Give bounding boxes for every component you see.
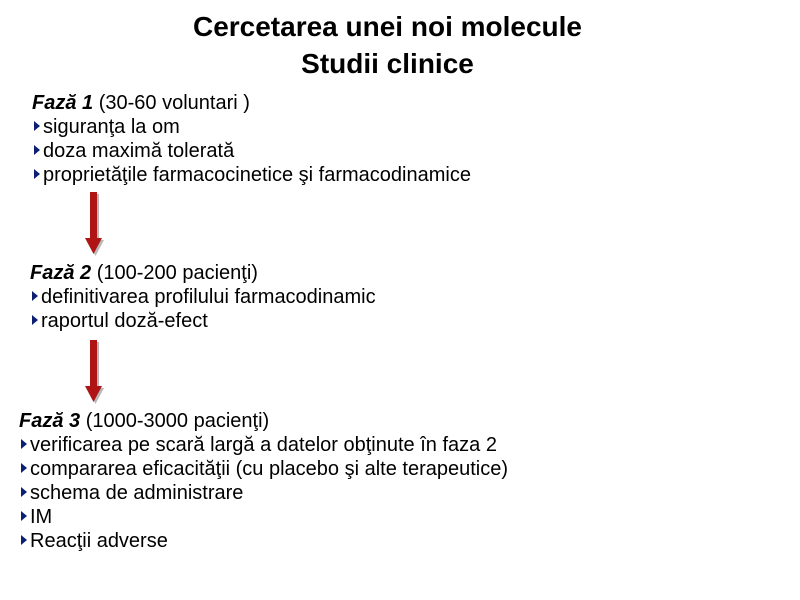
phase-1-name: Fază 1 (32, 92, 94, 114)
down-arrow-icon (83, 192, 107, 258)
title-line-2: Studii clinice (301, 48, 474, 79)
list-item (32, 115, 471, 139)
list-item-text: compararea eficacităţii (cu placebo şi alte terapeutice) (30, 458, 509, 480)
list-item (30, 285, 376, 309)
triangle-bullet-icon (34, 169, 40, 179)
triangle-bullet-icon (21, 439, 27, 449)
phase-3-detail: (1000-3000 pacienţi) (85, 410, 270, 432)
list-item-text: raportul doză-efect (41, 310, 208, 332)
list-item (19, 433, 508, 457)
phase-2-detail: (100-200 pacienţi) (96, 262, 258, 284)
triangle-bullet-icon (21, 535, 27, 545)
list-item-text: IM (30, 506, 53, 528)
phase-3-name: Fază 3 (19, 410, 81, 432)
phase-1-list (32, 115, 471, 187)
phase-2-heading (30, 261, 376, 285)
phase-1-block (32, 91, 471, 187)
list-item (32, 163, 471, 187)
list-item (19, 457, 508, 481)
triangle-bullet-icon (32, 291, 38, 301)
phase-3-list (19, 433, 508, 553)
phase-1-heading (32, 91, 471, 115)
list-item-text: schema de administrare (30, 482, 244, 504)
down-arrow-icon (83, 340, 107, 406)
phase-3-heading (19, 409, 508, 433)
list-item-text: definitivarea profilului farmacodinamic (41, 286, 376, 308)
title-line-1: Cercetarea unei noi molecule (192, 11, 583, 42)
triangle-bullet-icon (32, 315, 38, 325)
phase-2-list (30, 285, 376, 333)
triangle-bullet-icon (21, 463, 27, 473)
list-item (19, 505, 508, 529)
list-item-text: proprietăţile farmacocinetice şi farmacodinamice (43, 164, 471, 186)
list-item-text: verificarea pe scară largă a datelor obţinute în faza 2 (30, 434, 497, 456)
list-item (30, 309, 376, 333)
list-item (19, 529, 508, 553)
list-item (32, 139, 471, 163)
triangle-bullet-icon (34, 145, 40, 155)
list-item (19, 481, 508, 505)
phase-3-block (19, 409, 508, 553)
phase-2-block (30, 261, 376, 333)
list-item-text: siguranţa la om (43, 116, 180, 138)
list-item-text: Reacţii adverse (30, 530, 168, 552)
list-item-text: doza maximă tolerată (43, 140, 235, 162)
triangle-bullet-icon (21, 511, 27, 521)
phase-1-detail: (30-60 voluntari ) (98, 92, 250, 114)
triangle-bullet-icon (34, 121, 40, 131)
triangle-bullet-icon (21, 487, 27, 497)
phase-2-name: Fază 2 (30, 262, 92, 284)
slide-title (0, 8, 775, 82)
